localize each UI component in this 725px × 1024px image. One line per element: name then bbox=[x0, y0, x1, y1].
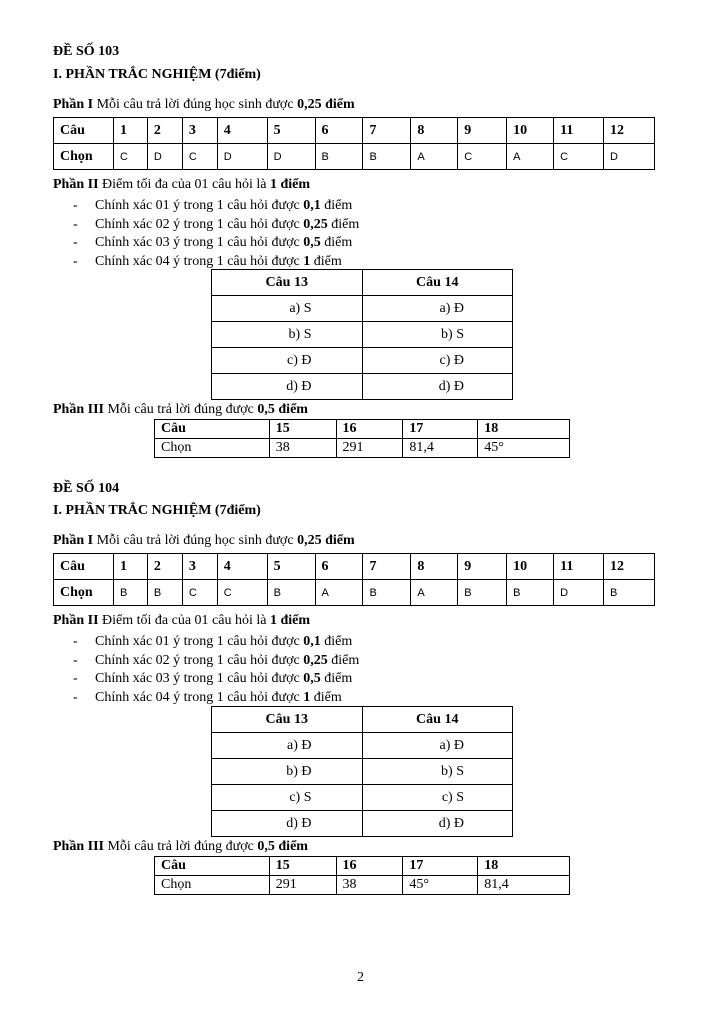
part2-heading bbox=[53, 176, 310, 194]
list-item: - Chính xác 03 ý trong 1 câu hỏi được 0,5 điểm bbox=[73, 671, 353, 686]
part1-answer-table bbox=[53, 553, 655, 606]
question-cell: 16 bbox=[336, 420, 403, 439]
answer-cell: C bbox=[182, 144, 217, 170]
answer-cell: b) S bbox=[362, 759, 513, 785]
question-cell: 15 bbox=[269, 420, 336, 439]
question-cell: 7 bbox=[363, 554, 411, 580]
header-cell: Câu bbox=[54, 118, 114, 144]
part1-answer-table bbox=[53, 117, 655, 170]
answer-row bbox=[155, 876, 570, 895]
answer-cell: A bbox=[315, 580, 363, 606]
answer-cell: a) Đ bbox=[212, 733, 363, 759]
answer-cell: D bbox=[147, 144, 182, 170]
table-row bbox=[212, 785, 513, 811]
part2-heading bbox=[53, 612, 310, 630]
answer-cell: a) Đ bbox=[362, 733, 513, 759]
exam-title: ĐỀ SỐ 103 bbox=[53, 44, 120, 59]
list-item: - Chính xác 01 ý trong 1 câu hỏi được 0,1 điểm bbox=[73, 634, 353, 649]
header-cell: Câu bbox=[54, 554, 114, 580]
part2-points: 1 điểm bbox=[269, 177, 311, 192]
list-item: - Chính xác 04 ý trong 1 câu hỏi được 1 điểm bbox=[73, 253, 342, 269]
answer-cell: b) S bbox=[362, 322, 513, 348]
question-cell: 11 bbox=[554, 118, 604, 144]
table-row bbox=[212, 707, 513, 733]
answer-cell: B bbox=[363, 580, 411, 606]
list-item: - Chính xác 01 ý trong 1 câu hỏi được 0,1 điểm bbox=[73, 198, 353, 213]
question-cell: 11 bbox=[554, 554, 604, 580]
answer-cell: d) Đ bbox=[362, 811, 513, 837]
table-row bbox=[212, 811, 513, 837]
answer-cell: 45° bbox=[478, 439, 570, 458]
question-cell: 6 bbox=[315, 554, 363, 580]
row-label-cell: Chọn bbox=[54, 144, 114, 170]
answer-cell: B bbox=[113, 580, 147, 606]
answer-row bbox=[155, 439, 570, 458]
header-cell: Câu bbox=[155, 420, 270, 439]
table-row bbox=[212, 296, 513, 322]
row-label-cell: Chọn bbox=[54, 580, 114, 606]
part3-heading bbox=[53, 401, 308, 419]
answer-cell: c) Đ bbox=[212, 348, 363, 374]
table-row bbox=[212, 270, 513, 296]
question-cell: 1 bbox=[113, 118, 147, 144]
answer-cell: 291 bbox=[336, 439, 403, 458]
part3-label: Phần III bbox=[53, 402, 104, 417]
question-cell: 12 bbox=[604, 118, 655, 144]
question-cell: 2 bbox=[147, 118, 182, 144]
part3-answer-table bbox=[154, 856, 570, 895]
part3-text: Mỗi câu trả lời đúng được bbox=[103, 839, 258, 854]
question-cell: 5 bbox=[267, 118, 315, 144]
answer-cell: D bbox=[554, 580, 604, 606]
part3-answer-table bbox=[154, 419, 570, 458]
answer-row bbox=[54, 580, 655, 606]
answer-cell: A bbox=[507, 144, 554, 170]
part2-text: Điểm tối đa của 01 câu hỏi là bbox=[98, 177, 270, 192]
answer-cell: A bbox=[411, 580, 458, 606]
question-cell: 12 bbox=[604, 554, 655, 580]
part1-text: Mỗi câu trả lời đúng học sinh được bbox=[93, 97, 298, 112]
answer-cell: C bbox=[554, 144, 604, 170]
table-row bbox=[212, 733, 513, 759]
scoring-rules-list bbox=[73, 197, 359, 271]
table-row bbox=[212, 374, 513, 400]
answer-cell: 81,4 bbox=[403, 439, 478, 458]
question-cell: 7 bbox=[363, 118, 411, 144]
question-cell: 17 bbox=[403, 420, 478, 439]
part1-label: Phần I bbox=[53, 97, 94, 112]
section-title: I. PHẦN TRẮC NGHIỆM (7điểm) bbox=[53, 67, 261, 82]
question-cell: 8 bbox=[411, 118, 458, 144]
question-cell: 9 bbox=[458, 118, 507, 144]
page-number: 2 bbox=[357, 970, 364, 985]
question-row bbox=[54, 118, 655, 144]
question-cell: 6 bbox=[315, 118, 363, 144]
answer-cell: c) S bbox=[212, 785, 363, 811]
answer-cell: 291 bbox=[269, 876, 336, 895]
scoring-rules-list bbox=[73, 633, 359, 707]
answer-cell: D bbox=[217, 144, 267, 170]
list-item: - Chính xác 02 ý trong 1 câu hỏi được 0,25 điểm bbox=[73, 216, 360, 232]
question-cell: 5 bbox=[267, 554, 315, 580]
header-cell: Câu 13 bbox=[212, 270, 363, 296]
row-label-cell: Chọn bbox=[155, 876, 270, 895]
question-cell: 1 bbox=[113, 554, 147, 580]
answer-cell: 38 bbox=[336, 876, 403, 895]
answer-cell: B bbox=[458, 580, 507, 606]
question-cell: 18 bbox=[478, 857, 570, 876]
part1-points: 0,25 điểm bbox=[297, 533, 355, 548]
question-cell: 2 bbox=[147, 554, 182, 580]
question-cell: 10 bbox=[507, 118, 554, 144]
header-cell: Câu bbox=[155, 857, 270, 876]
question-cell: 9 bbox=[458, 554, 507, 580]
part1-points: 0,25 điểm bbox=[297, 97, 355, 112]
part2-answer-table bbox=[211, 269, 513, 400]
answer-cell: C bbox=[182, 580, 217, 606]
answer-cell: B bbox=[315, 144, 363, 170]
answer-cell: d) Đ bbox=[212, 811, 363, 837]
part2-label: Phần II bbox=[53, 177, 99, 192]
part2-text: Điểm tối đa của 01 câu hỏi là bbox=[98, 613, 270, 628]
question-row bbox=[54, 554, 655, 580]
question-cell: 17 bbox=[403, 857, 478, 876]
question-row bbox=[155, 857, 570, 876]
header-cell: Câu 13 bbox=[212, 707, 363, 733]
part1-text: Mỗi câu trả lời đúng học sinh được bbox=[93, 533, 298, 548]
answer-cell: A bbox=[411, 144, 458, 170]
answer-cell: b) Đ bbox=[212, 759, 363, 785]
list-item: - Chính xác 02 ý trong 1 câu hỏi được 0,25 điểm bbox=[73, 652, 360, 668]
answer-cell: C bbox=[113, 144, 147, 170]
header-cell: Câu 14 bbox=[362, 270, 513, 296]
question-cell: 10 bbox=[507, 554, 554, 580]
answer-cell: B bbox=[604, 580, 655, 606]
header-cell: Câu 14 bbox=[362, 707, 513, 733]
answer-cell: b) S bbox=[212, 322, 363, 348]
part3-heading bbox=[53, 838, 308, 856]
answer-cell: D bbox=[604, 144, 655, 170]
answer-cell: c) S bbox=[362, 785, 513, 811]
part2-points: 1 điểm bbox=[269, 613, 311, 628]
question-row bbox=[155, 420, 570, 439]
exam-title: ĐỀ SỐ 104 bbox=[53, 481, 120, 496]
answer-cell: a) S bbox=[212, 296, 363, 322]
question-cell: 15 bbox=[269, 857, 336, 876]
part3-label: Phần III bbox=[53, 839, 104, 854]
answer-cell: B bbox=[267, 580, 315, 606]
answer-cell: B bbox=[507, 580, 554, 606]
part2-answer-table bbox=[211, 706, 513, 837]
answer-cell: B bbox=[363, 144, 411, 170]
part1-heading bbox=[53, 96, 355, 114]
table-row bbox=[212, 322, 513, 348]
question-cell: 4 bbox=[217, 554, 267, 580]
question-cell: 16 bbox=[336, 857, 403, 876]
answer-cell: B bbox=[147, 580, 182, 606]
answer-cell: d) Đ bbox=[212, 374, 363, 400]
row-label-cell: Chọn bbox=[155, 439, 270, 458]
answer-cell: 38 bbox=[269, 439, 336, 458]
answer-cell: 45° bbox=[403, 876, 478, 895]
answer-row bbox=[54, 144, 655, 170]
part1-heading bbox=[53, 532, 355, 550]
section-title: I. PHẦN TRẮC NGHIỆM (7điểm) bbox=[53, 503, 261, 518]
question-cell: 8 bbox=[411, 554, 458, 580]
answer-cell: 81,4 bbox=[478, 876, 570, 895]
table-row bbox=[212, 348, 513, 374]
answer-cell: a) Đ bbox=[362, 296, 513, 322]
part3-points: 0,5 điểm bbox=[257, 402, 308, 417]
list-item: - Chính xác 03 ý trong 1 câu hỏi được 0,5 điểm bbox=[73, 235, 353, 250]
part2-label: Phần II bbox=[53, 613, 99, 628]
answer-cell: c) Đ bbox=[362, 348, 513, 374]
table-row bbox=[212, 759, 513, 785]
question-cell: 3 bbox=[182, 118, 217, 144]
part1-label: Phần I bbox=[53, 533, 94, 548]
answer-cell: d) Đ bbox=[362, 374, 513, 400]
question-cell: 4 bbox=[217, 118, 267, 144]
list-item: - Chính xác 04 ý trong 1 câu hỏi được 1 điểm bbox=[73, 689, 342, 705]
answer-cell: C bbox=[217, 580, 267, 606]
question-cell: 18 bbox=[478, 420, 570, 439]
part3-text: Mỗi câu trả lời đúng được bbox=[103, 402, 258, 417]
answer-cell: C bbox=[458, 144, 507, 170]
question-cell: 3 bbox=[182, 554, 217, 580]
answer-cell: D bbox=[267, 144, 315, 170]
part3-points: 0,5 điểm bbox=[257, 839, 308, 854]
